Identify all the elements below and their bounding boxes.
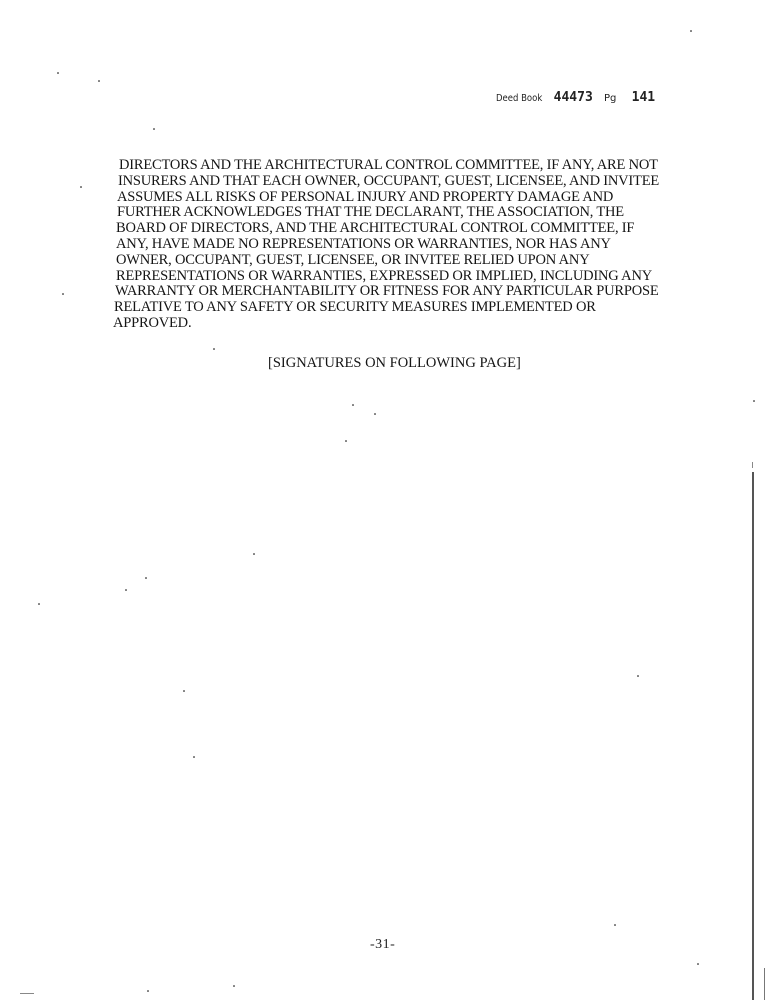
paragraph-line: ASSUMES ALL RISKS OF PERSONAL INJURY AND PROPERTY DAMAGE AND xyxy=(117,188,614,205)
book-number: 44473 xyxy=(553,90,593,105)
paragraph-line: DIRECTORS AND THE ARCHITECTURAL CONTROL COMMITTEE, IF ANY, ARE NOT xyxy=(119,157,658,173)
scan-speck xyxy=(80,186,82,188)
scan-speck xyxy=(374,413,376,415)
scan-speck xyxy=(38,603,40,605)
paragraph-line: APPROVED. xyxy=(113,314,192,331)
scan-speck xyxy=(98,80,100,82)
paragraph-line: OWNER, OCCUPANT, GUEST, LICENSEE, OR INVITEE RELIED UPON ANY xyxy=(116,251,590,268)
scan-edge-line xyxy=(752,462,753,468)
scan-speck xyxy=(233,985,235,987)
scan-speck xyxy=(213,348,215,350)
scan-speck xyxy=(697,963,699,965)
deed-book-stamp xyxy=(496,90,655,105)
paragraph-line: INSURERS AND THAT EACH OWNER, OCCUPANT, GUEST, LICENSEE, AND INVITEE xyxy=(118,172,660,189)
page-reference: 141 xyxy=(631,90,656,105)
scan-speck xyxy=(614,924,616,926)
scan-speck xyxy=(352,404,354,406)
pg-label: Pg xyxy=(604,93,617,104)
scan-speck xyxy=(125,589,127,591)
paragraph-line: ANY, HAVE MADE NO REPRESENTATIONS OR WARRANTIES, NOR HAS ANY xyxy=(116,235,611,252)
scan-speck xyxy=(57,72,59,74)
scan-speck xyxy=(637,675,639,677)
body-paragraph xyxy=(113,157,681,332)
paragraph-line: BOARD OF DIRECTORS, AND THE ARCHITECTURAL CONTROL COMMITTEE, IF xyxy=(116,220,635,237)
scan-speck xyxy=(345,440,347,442)
signatures-note: [SIGNATURES ON FOLLOWING PAGE] xyxy=(268,355,521,371)
scan-edge-line xyxy=(764,968,765,1000)
paragraph-line: FURTHER ACKNOWLEDGES THAT THE DECLARANT, THE ASSOCIATION, THE xyxy=(117,204,624,221)
scan-speck xyxy=(183,690,185,692)
scan-speck xyxy=(193,756,195,758)
scan-speck xyxy=(253,553,255,555)
scan-edge-line xyxy=(752,472,754,1000)
scan-edge-line xyxy=(20,993,34,994)
scan-speck xyxy=(147,990,149,992)
scan-speck xyxy=(753,400,755,402)
scan-speck xyxy=(62,293,64,295)
scan-speck xyxy=(153,128,155,130)
scan-speck xyxy=(145,577,147,579)
stamp-label: Deed Book xyxy=(496,93,543,104)
scan-speck xyxy=(690,30,692,32)
page-number: -31- xyxy=(370,937,396,952)
paragraph-line: REPRESENTATIONS OR WARRANTIES, EXPRESSED OR IMPLIED, INCLUDING ANY xyxy=(116,267,652,284)
paragraph-line: RELATIVE TO ANY SAFETY OR SECURITY MEASURES IMPLEMENTED OR xyxy=(114,299,596,316)
paragraph-line: WARRANTY OR MERCHANTABILITY OR FITNESS FOR ANY PARTICULAR PURPOSE xyxy=(115,283,659,300)
